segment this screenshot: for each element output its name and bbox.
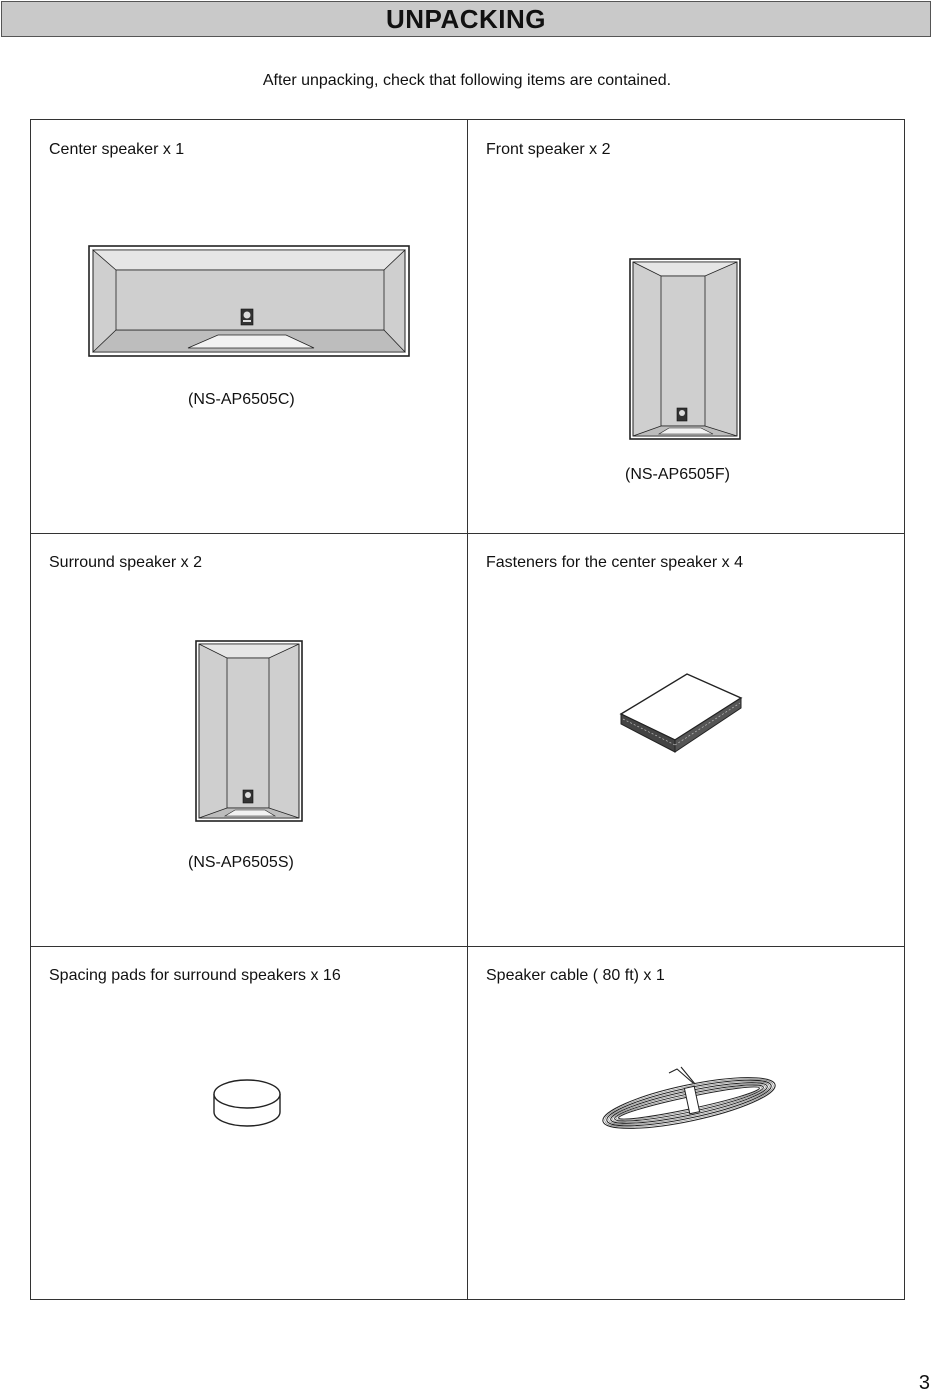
grid-divider-vertical [467, 120, 468, 1299]
item-label-spacing-pads: Spacing pads for surround speakers x 16 [49, 967, 341, 984]
item-label-front-speaker: Front speaker x 2 [486, 141, 611, 158]
surround-speaker-icon [195, 640, 303, 822]
model-front-speaker: (NS-AP6505F) [625, 466, 730, 483]
fasteners-icon [619, 672, 745, 756]
page-number: 3 [918, 1372, 930, 1394]
grid-divider-row-1 [31, 533, 904, 534]
title-bar [1, 1, 931, 37]
item-label-speaker-cable: Speaker cable ( 80 ft) x 1 [486, 967, 665, 984]
items-grid [30, 119, 905, 1300]
item-label-surround-speaker: Surround speaker x 2 [49, 554, 202, 571]
center-speaker-icon [88, 245, 410, 357]
model-surround-speaker: (NS-AP6505S) [188, 854, 294, 871]
item-label-fasteners: Fasteners for the center speaker x 4 [486, 554, 744, 571]
front-speaker-icon [629, 258, 741, 440]
grid-divider-row-2 [31, 946, 904, 947]
item-label-center-speaker: Center speaker x 1 [49, 141, 185, 158]
spacing-pad-icon [212, 1077, 282, 1129]
page-title: UNPACKING [385, 3, 547, 34]
model-center-speaker: (NS-AP6505C) [188, 391, 295, 408]
speaker-cable-icon [599, 1063, 781, 1143]
intro-text: After unpacking, check that following items are contained. [262, 72, 672, 89]
